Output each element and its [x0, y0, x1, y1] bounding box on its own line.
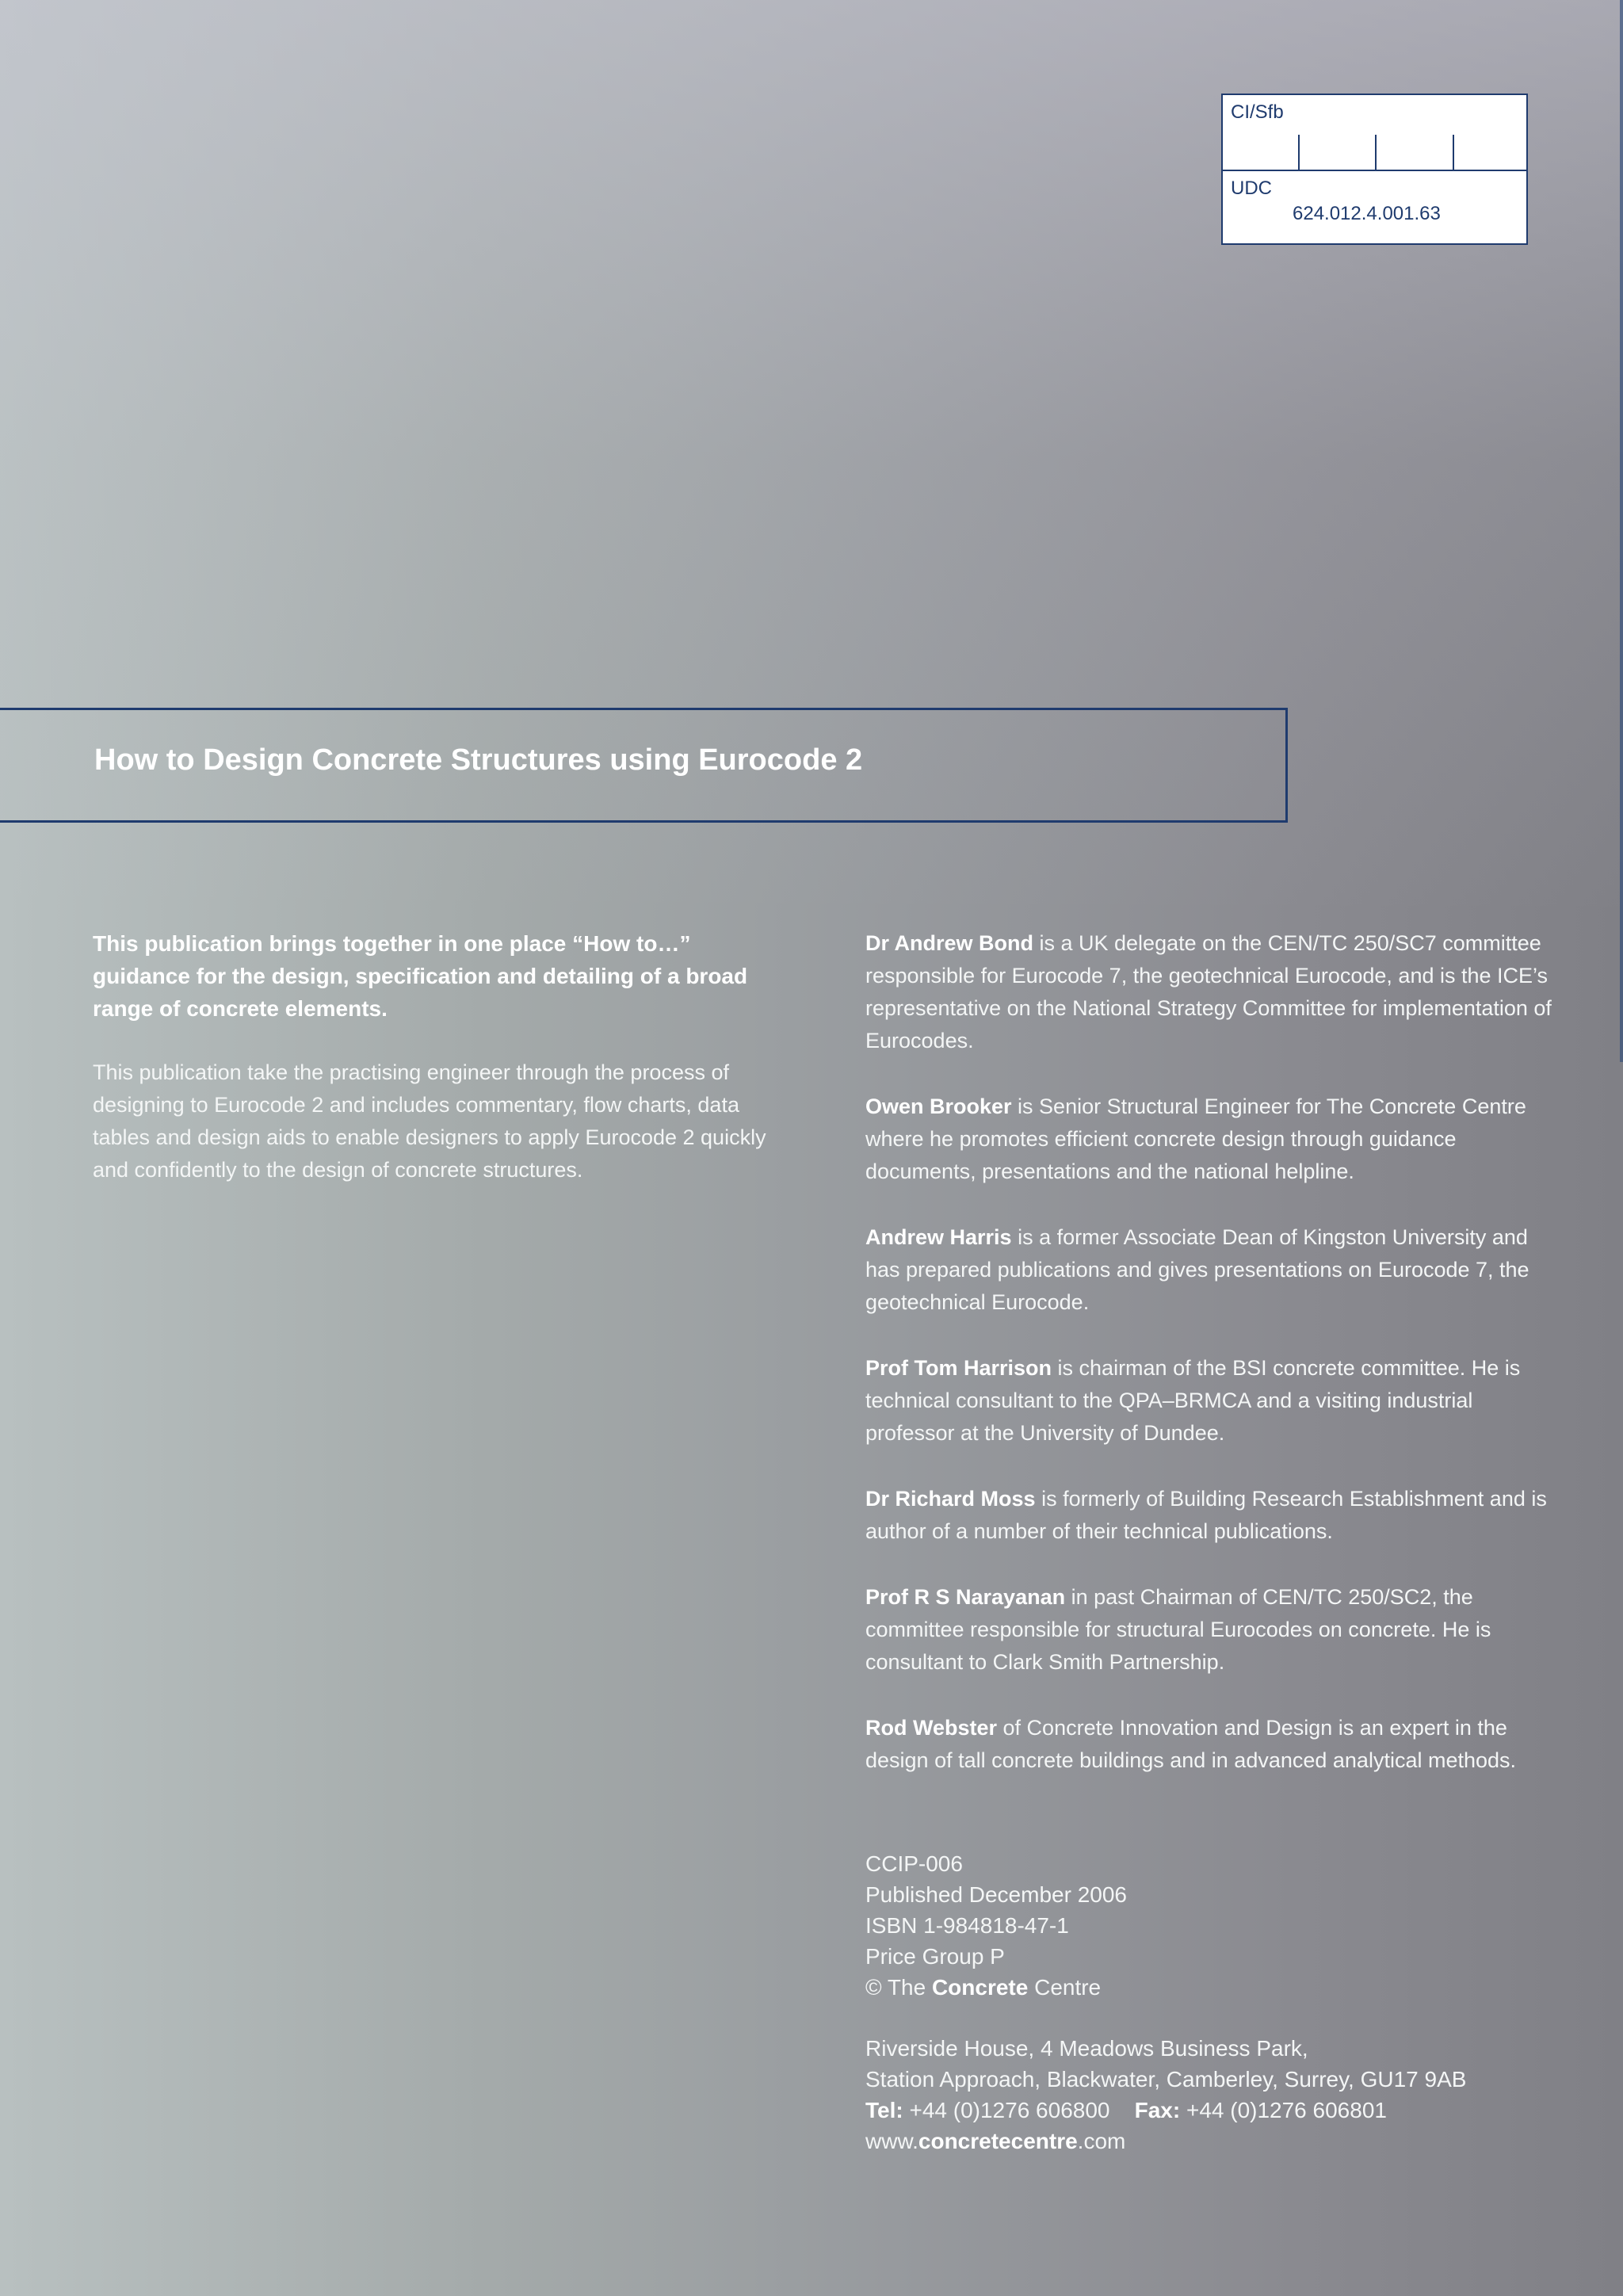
- author-entry: [865, 1712, 1555, 1777]
- cisfb-row: [1223, 95, 1526, 171]
- publication-date: Published December 2006: [865, 1882, 1127, 1907]
- tel-label: Tel:: [865, 2098, 903, 2122]
- copyright-suffix: Centre: [1028, 1975, 1102, 2000]
- author-name: Dr Andrew Bond: [865, 931, 1033, 955]
- publication-code: CCIP-006: [865, 1851, 963, 1876]
- udc-label: UDC: [1231, 178, 1272, 199]
- author-bio: is chairman of the BSI concrete committee. He is technical consultant to the QPA–BRMCA and a visiting industrial professor at the University of Dundee.: [865, 1356, 1521, 1445]
- author-entry: [865, 1483, 1555, 1548]
- tel-value: +44 (0)1276 606800: [903, 2098, 1110, 2122]
- contact-address: [865, 2033, 1555, 2157]
- web-prefix: www.: [865, 2129, 918, 2153]
- classification-box: [1221, 94, 1528, 245]
- publication-isbn: ISBN 1-984818-47-1: [865, 1913, 1069, 1938]
- intro-body: This publication take the practising engineer through the process of designing to Eurocode 2 and includes commentary, flow charts, data tables and design aids to enable designers to apply Eurocode 2 quickly and confidently to the design of concrete structures.: [93, 1060, 766, 1182]
- address-line-1: Riverside House, 4 Meadows Business Park,: [865, 2036, 1308, 2061]
- fax-label: Fax:: [1134, 2098, 1181, 2122]
- phone-fax-line: [865, 2095, 1555, 2126]
- author-entry: [865, 927, 1555, 1057]
- author-bio: is a former Associate Dean of Kingston University and has prepared publications and gives presentations on Eurocode 7, the geotechnical Eurocode.: [865, 1225, 1529, 1314]
- cisfb-tick: [1375, 135, 1377, 170]
- author-name: Prof Tom Harrison: [865, 1356, 1052, 1380]
- author-name: Dr Richard Moss: [865, 1487, 1036, 1511]
- author-bio: is Senior Structural Engineer for The Concrete Centre where he promotes efficient concrete design through guidance documents, presentations and the national helpline.: [865, 1095, 1526, 1183]
- fax-value: +44 (0)1276 606801: [1180, 2098, 1387, 2122]
- cisfb-label: CI/Sfb: [1231, 101, 1284, 123]
- web-bold: concretecentre: [918, 2129, 1078, 2153]
- address-line-2: Station Approach, Blackwater, Camberley, Surrey, GU17 9AB: [865, 2067, 1467, 2092]
- copyright-prefix: © The: [865, 1975, 932, 2000]
- web-suffix: .com: [1077, 2129, 1126, 2153]
- author-entry: [865, 1091, 1555, 1188]
- author-entry: [865, 1581, 1555, 1679]
- title-band: [0, 708, 1288, 823]
- author-name: Owen Brooker: [865, 1095, 1012, 1118]
- author-bio: is formerly of Building Research Establishment and is author of a number of their technical publications.: [865, 1487, 1547, 1543]
- author-name: Prof R S Narayanan: [865, 1585, 1066, 1609]
- author-name: Rod Webster: [865, 1716, 998, 1740]
- cisfb-tick: [1453, 135, 1454, 170]
- author-entry: [865, 1221, 1555, 1319]
- price-group: Price Group P: [865, 1944, 1005, 1969]
- intro-lead: This publication brings together in one place “How to…” guidance for the design, specification and detailing of a broad range of concrete elements.: [93, 931, 748, 1021]
- publication-info: [865, 1848, 1555, 2003]
- author-entry: [865, 1352, 1555, 1450]
- author-bio: of Concrete Innovation and Design is an expert in the design of tall concrete buildings and in advanced analytical methods.: [865, 1716, 1517, 1772]
- udc-value: 624.012.4.001.63: [1293, 203, 1441, 224]
- author-name: Andrew Harris: [865, 1225, 1012, 1249]
- cisfb-tick: [1298, 135, 1300, 170]
- author-bio: is a UK delegate on the CEN/TC 250/SC7 committee responsible for Eurocode 7, the geotechnical Eurocode, and is the ICE’s representative on the National Strategy Committee for implementation of Eurocodes.: [865, 931, 1552, 1052]
- authors-column: [865, 927, 1555, 2157]
- intro-column: [93, 927, 774, 1186]
- copyright-line: [865, 1972, 1555, 2003]
- publication-title: How to Design Concrete Structures using Eurocode 2: [94, 743, 863, 777]
- copyright-bold: Concrete: [931, 1975, 1029, 2000]
- website-link[interactable]: [865, 2126, 1555, 2157]
- edge-rule: [1620, 0, 1623, 1062]
- author-bio: in past Chairman of CEN/TC 250/SC2, the committee responsible for structural Eurocodes on concrete. He is consultant to Clark Smith Partnership.: [865, 1585, 1491, 1674]
